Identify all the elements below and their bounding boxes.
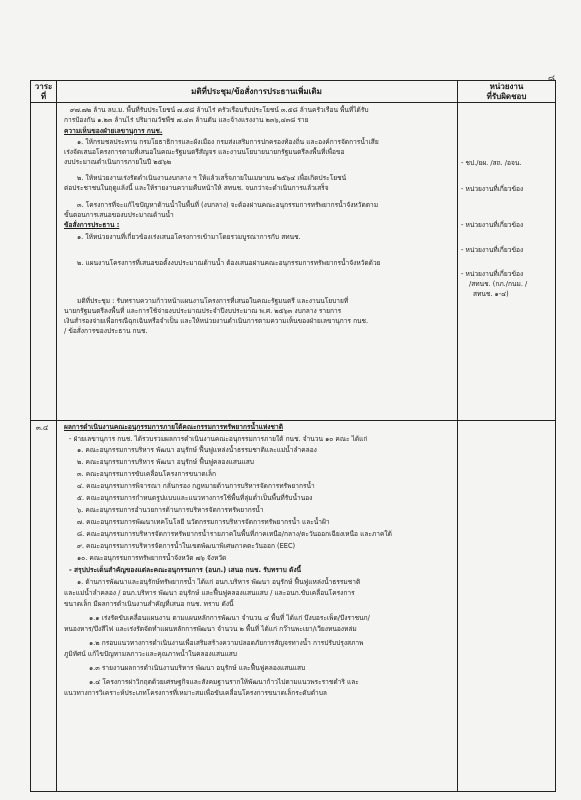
body-line: ขนาดเล็ก มีผลการดำเนินงานสำคัญที่เสนอ กนช. ทราบ ดังนี้ (64, 600, 234, 608)
list-item: ๑๐. คณะอนุกรรมการทรัพยากรน้ำจังหวัด ๗๖ จังหวัด (77, 554, 227, 562)
body-line: ๓. โครงการที่จะแก้ไขปัญหาด้านน้ำในพื้นที่ (งบกลาง) จะต้องผ่านคณะอนุกรรมการทรัพยากรน้ำจังหวัดตาม (77, 201, 379, 209)
list-item: ๔. คณะอนุกรรมการพิจารณา กลั่นกรอง กฎหมายด้านการบริหารจัดการทรัพยากรน้ำ (77, 482, 315, 490)
unit-text: /สทนช. (กภ./กนม. / (469, 280, 528, 288)
list-item: ๓. คณะอนุกรรมการขับเคลื่อนโครงการขนาดเล็ก (77, 470, 216, 478)
body-line: - ฝ่ายเลขานุการ กนช. ได้รวบรวมผลการดำเนินงานคณะอนุกรรมการภายใต้ กนช. จำนวน ๑๐ คณะ ได้แก่ (69, 435, 368, 443)
header-unit-line: หน่วยงาน (489, 82, 524, 91)
column-divider (56, 81, 57, 791)
body-line: ๑. ด้านการพัฒนาและอนุรักษ์ทรัพยากรน้ำ ได้แก่ อนก.บริหาร พัฒนา อนุรักษ์ ฟื้นฟูแหล่งน้ำธรรมชาติ (77, 578, 361, 586)
body-line: ๑.๒ กรอบแนวทางการดำเนินงานเพื่อเสริมสร้างความปลอดภัยการสัญจรทางน้ำ การปรับปรุงสภาพ (89, 639, 364, 647)
column-divider (457, 81, 458, 791)
body-line: มติที่ประชุม : รับทราบความก้าวหน้าแผนงานโครงการที่เสนอในคณะรัฐมนตรี และงานนโยบายที่ (77, 297, 349, 305)
body-line: ขั้นตอนการเสนอของบประมาณด้านน้ำ (64, 211, 174, 219)
item-title: ผลการดำเนินงานคณะอนุกรรมการภายใต้คณะกรรมการทรัพยากรน้ำแห่งชาติ (64, 423, 283, 431)
unit-text: - หน่วยงานที่เกี่ยวข้อง (461, 221, 524, 229)
body-line: เร่งจัดเสนอโครงการตามที่เสนอในคณะรัฐมนตรีสัญจร และงานนโยบายนายกรัฐมนตรีลงพื้นที่เพื่อขอ (64, 148, 345, 156)
list-item: ๒. คณะอนุกรรมการบริหาร พัฒนา อนุรักษ์ ฟื้นฟูคลองแสนแสบ (77, 458, 254, 466)
header-unit (457, 82, 556, 102)
list-item: ๖. คณะอนุกรรมการอำนวยการด้านการบริหารจัดการทรัพยากรน้ำ (77, 506, 264, 514)
summary-heading: - สรุปประเด็นสำคัญของแต่ละคณะอนุกรรมการ (อนก.) เสนอ กนช. รับทราบ ดังนี้ (69, 566, 302, 574)
body-line: ๒. ให้หน่วยงานเร่งรัดดำเนินงานงบกลาง ฯ ให้แล้วเสร็จภายในเมษายน ๒๕๖๔ เพื่อเกิดประโยชน์ (77, 174, 347, 182)
unit-text: - หน่วยงานที่เกี่ยวข้อง (461, 185, 524, 193)
body-line: และแม่น้ำลำคลอง / อนก.บริหาร พัฒนา อนุรักษ์ และฟื้นฟูคลองแสนแสบ / และอนก.ขับเคลื่อนโครงการ (64, 589, 355, 597)
header-item (31, 82, 56, 102)
list-item: ๙. คณะอนุกรรมการบริหารจัดการน้ำในเขตพัฒนาพิเศษภาคตะวันออก (EEC) (77, 542, 296, 550)
unit-text: - หน่วยงานที่เกี่ยวข้อง (461, 246, 524, 254)
body-line: ต่อประชาชนในฤดูแล้งนี้ และให้รายงานความคืบหน้าให้ สทนช. จนกว่าจะดำเนินการแล้วเสร็จ (64, 184, 329, 192)
body-line: การป้องกัน ๑.๒๓ ล้านไร่ ปริมาณวัชพืช ๗.๔๓ ล้านตัน และจ้างแรงงาน ๒๓๖,๔๓๘ ราย (64, 116, 309, 124)
body-line: ๑. ให้หน่วยงานที่เกี่ยวข้องเร่งเสนอโครงการเข้ามาโดยรวมบูรณาการกับ สทนช. (77, 233, 301, 241)
body-line: ๑. ให้กรมชลประทาน กรมโยธาธิการและผังเมือง กรมส่งเสริมการปกครองท้องถิ่น และองค์การจัดการน้ำเสีย (77, 138, 379, 146)
header-item-line: วาระ (34, 82, 53, 91)
body-line: ๙๗.๗๒ ล้าน ลบ.ม. พื้นที่รับประโยชน์ ๗.๕๘ ล้านไร่ ครัวเรือนรับประโยชน์ ๓.๕๘ ล้านครัวเรือน พื้นที่ได้รับ (70, 106, 369, 114)
page-number: ๘ (548, 74, 555, 84)
body-line: ๑.๓ รายงานผลการดำเนินงานบริหาร พัฒนา อนุรักษ์ และฟื้นฟูคลองแสนแสบ (89, 664, 306, 672)
list-item: ๕. คณะอนุกรรมการกำหนดรูปแบบและแนวทางการใช้พื้นที่ลุ่มต่ำเป็นพื้นที่รับน้ำนอง (77, 494, 313, 502)
body-line: ๒. แผนงานโครงการที่เสนอขอตั้งงบประมาณด้านน้ำ ต้องเสนอผ่านคณะอนุกรรมการทรัพยากรน้ำจังหวัดด้วย (77, 259, 381, 267)
header-divider (31, 102, 555, 103)
body-line: ๑.๑ เร่งรัดขับเคลื่อนแผนงาน ตามแผนหลักการพัฒนา จำนวน ๔ พื้นที่ ได้แก่ บึงบอระเพ็ด/บึงราชนก/ (89, 614, 370, 622)
unit-text: - ชป./ยผ. /สถ. /อจน. (461, 159, 522, 167)
unit-text: - หน่วยงานที่เกี่ยวข้อง (461, 270, 524, 278)
body-line: เงินสำรองจ่ายเพื่อกรณีฉุกเฉินหรือจำเป็น และให้หน่วยงานดำเนินการตามความเห็นของฝ่ายเลขานุการ กนช. (64, 317, 369, 325)
section-heading: ข้อสั่งการประธาน : (64, 221, 120, 229)
body-line: / ข้อสั่งการของประธาน กนช. (64, 327, 148, 335)
header-unit-line: ที่รับผิดชอบ (486, 92, 527, 101)
body-line: งบประมาณดำเนินการภายในปี ๒๕๖๒ (64, 158, 172, 166)
header-item-line: ที่ (40, 92, 47, 101)
section-heading: ความเห็นของฝ่ายเลขานุการ กนช. (64, 127, 163, 135)
body-line: แนวทางการวิเคราะห์ประเภทโครงการที่เหมาะสมเพื่อขับเคลื่อนโครงการขนาดเล็กระดับตำบล (64, 689, 327, 697)
list-item: ๑. คณะอนุกรรมการบริหาร พัฒนา อนุรักษ์ ฟื้นฟูแหล่งน้ำธรรมชาติและแม่น้ำลำคลอง (77, 446, 317, 454)
row-divider (31, 420, 555, 421)
body-line: หนองหาร/บึงสีไฟ และเร่งรัดจัดทำแผนหลักการพัฒนา จำนวน ๒ พื้นที่ ได้แก่ กว๊านพะเยา/เวียงหนองหล่ม (64, 625, 357, 633)
body-line: นายกรัฐมนตรีลงพื้นที่ และการใช้จ่ายงบประมาณประจำปีงบประมาณ พ.ศ. ๒๕๖๓ งบกลาง รายการ (64, 307, 342, 315)
list-item: ๗. คณะอนุกรรมการพัฒนาเทคโนโลยี นวัตกรรมการบริหารจัดการทรัพยากรน้ำ และน้ำฝ้า (77, 518, 330, 526)
body-line: ภูมิทัศน์ แก้ไขปัญหามลภาวะและคุณภาพน้ำในคลองแสนแสบ (64, 650, 237, 658)
item-number: ๓.๔ (36, 424, 49, 432)
body-line: ๑.๔ โครงการผ่าวิกฤตด้วยเศรษฐกิจและสังคมฐานรากให้พัฒนาก้าวไปตามแนวพระราชดำริ และ (89, 678, 359, 686)
resolution-table (30, 80, 556, 792)
unit-text: สทนช. ๑-๔) (473, 290, 509, 298)
header-resolution: มติที่ประชุม/ข้อสั่งการประธานเพิ่มเติม (191, 87, 322, 96)
list-item: ๘. คณะอนุกรรมการบริหารจัดการทรัพยากรน้ำรายภาคในพื้นที่ภาคเหนือ/กลาง/ตะวันออกเฉียงเหนือ และภาคใต้ (77, 530, 392, 538)
